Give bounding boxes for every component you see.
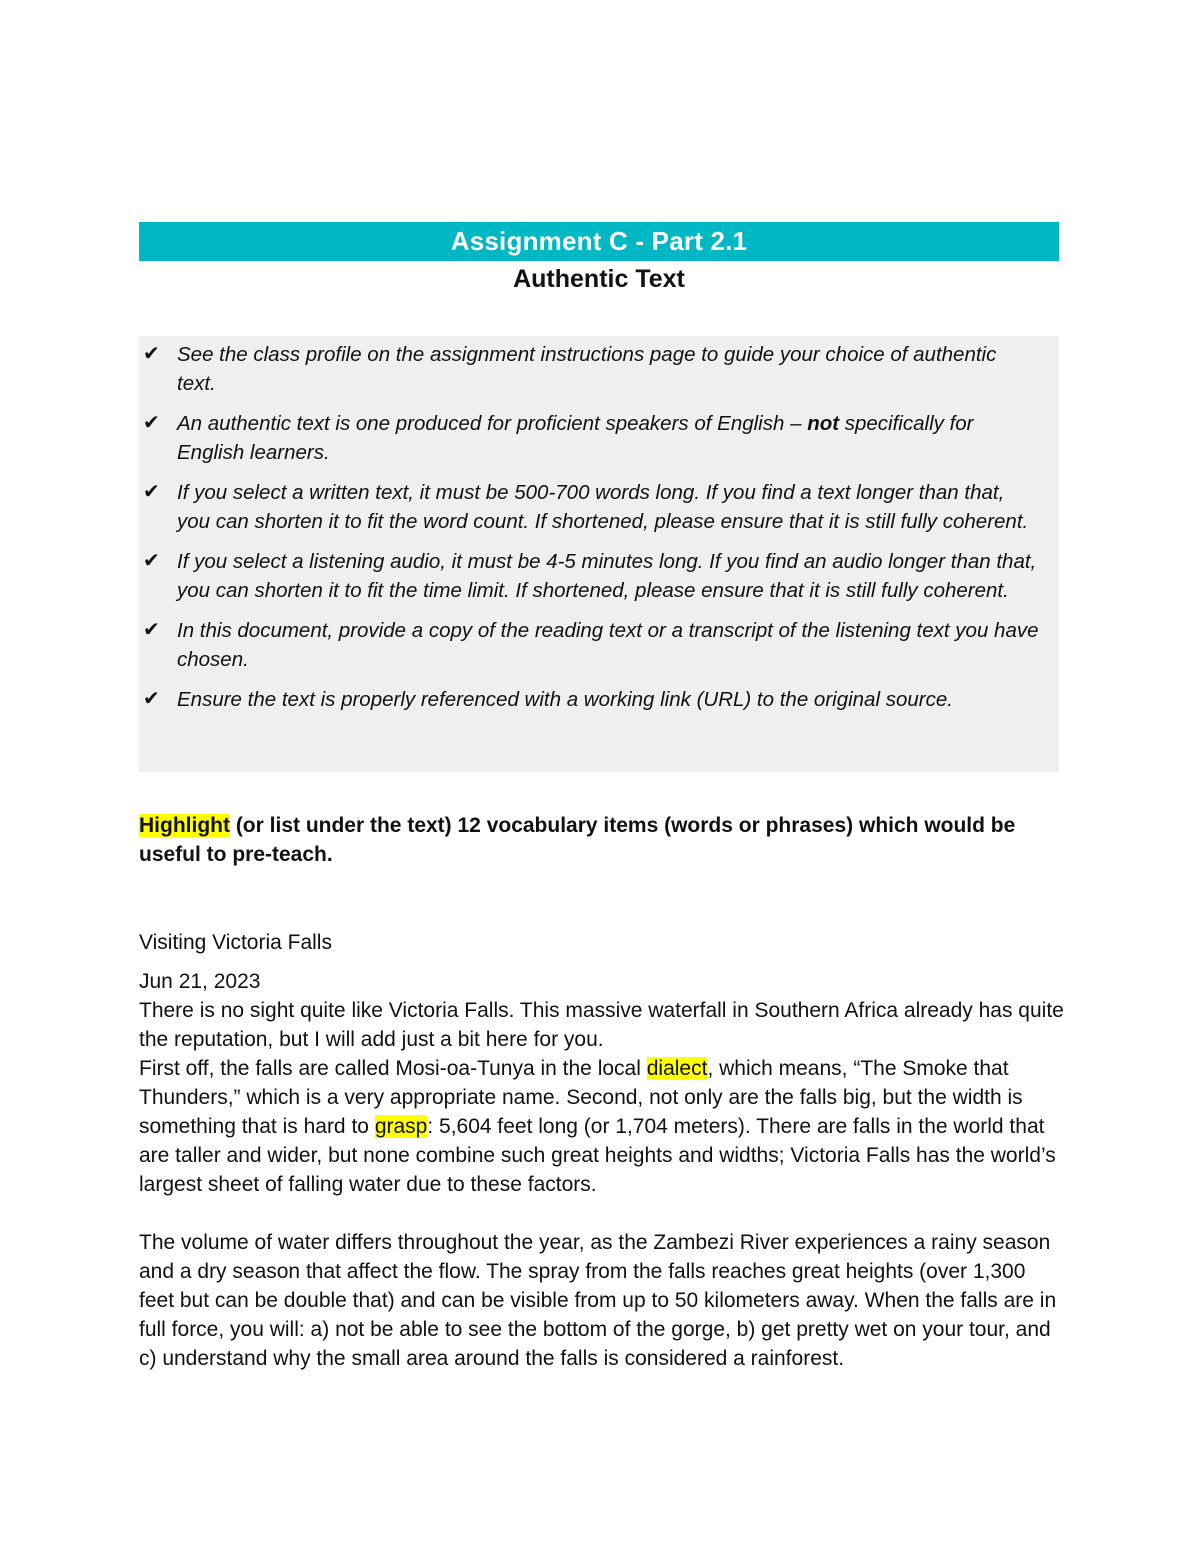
instruction-item: [143, 409, 1039, 467]
article-paragraph: First off, the falls are called Mosi-oa-Tunya in the local dialect, which means, “The Smoke that Thunders,” which is a very appropriate name. Second, not only are the falls big, but the width is something that is hard to grasp: 5,604 feet long (or 1,704 meters). There are falls in the world that are taller and wider, but none combine such great heights and widths; Victoria Falls has the world’s largest sheet of falling water due to these factors.: [139, 1057, 1056, 1196]
article-date: Jun 21, 2023: [139, 970, 261, 993]
instruction-item: [143, 547, 1039, 605]
assignment-banner: [139, 222, 1059, 261]
highlighted-vocab: grasp: [374, 1115, 428, 1138]
article-paragraph: The volume of water differs throughout the year, as the Zambezi River experiences a rainy season and a dry season that affect the flow. The spray from the falls reaches great heights (over 1,300 feet but can be double that) and can be visible from up to 50 kilometers away. When the falls are in full force, you will: a) not be able to see the bottom of the gorge, b) get pretty wet on your tour, and c) understand why the small area around the falls is considered a rainforest.: [139, 1231, 1057, 1370]
instructions-box: [139, 336, 1059, 772]
instruction-text: See the class profile on the assignment instructions page to guide your choice of authentic text.: [177, 343, 997, 395]
instruction-text: In this document, provide a copy of the reading text or a transcript of the listening text you have chosen.: [177, 619, 1039, 671]
instruction-item: [143, 340, 1039, 398]
article-title: Visiting Victoria Falls: [139, 931, 332, 954]
check-mark-icon: ✔: [143, 688, 160, 710]
instruction-item: [143, 616, 1039, 674]
instruction-item: [143, 685, 1039, 714]
article-body: [139, 996, 1064, 1373]
instruction-item: [143, 478, 1039, 536]
page-subtitle: Authentic Text: [513, 265, 685, 293]
instruction-text: Ensure the text is properly referenced with a working link (URL) to the original source.: [177, 688, 953, 711]
check-mark-icon: ✔: [143, 343, 160, 365]
task-text: (or list under the text) 12 vocabulary items (words or phrases) which would be useful to pre-teach.: [139, 814, 1016, 866]
highlighted-word: Highlight: [139, 814, 230, 837]
instruction-text: If you select a written text, it must be 500-700 words long. If you find a text longer than that, you can shorten it to fit the word count. If shortened, please ensure that it is still fully coherent.: [177, 481, 1029, 533]
check-mark-icon: ✔: [143, 481, 160, 503]
banner-title: Assignment C - Part 2.1: [450, 226, 748, 256]
instruction-text: If you select a listening audio, it must be 4-5 minutes long. If you find an audio longer than that, you can shorten it to fit the time limit. If shortened, please ensure that it is still fully coherent.: [177, 550, 1037, 602]
check-mark-icon: ✔: [143, 619, 160, 641]
check-mark-icon: ✔: [143, 550, 160, 572]
emphasis-not: not: [807, 412, 840, 435]
article-paragraph: There is no sight quite like Victoria Falls. This massive waterfall in Southern Africa already has quite the reputation, but I will add just a bit here for you.: [139, 999, 1064, 1051]
highlighted-vocab: dialect: [646, 1057, 708, 1080]
task-statement: [139, 811, 1059, 869]
instruction-text: An authentic text is one produced for proficient speakers of English – not specifically for English learners.: [177, 412, 974, 464]
check-mark-icon: ✔: [143, 412, 160, 434]
